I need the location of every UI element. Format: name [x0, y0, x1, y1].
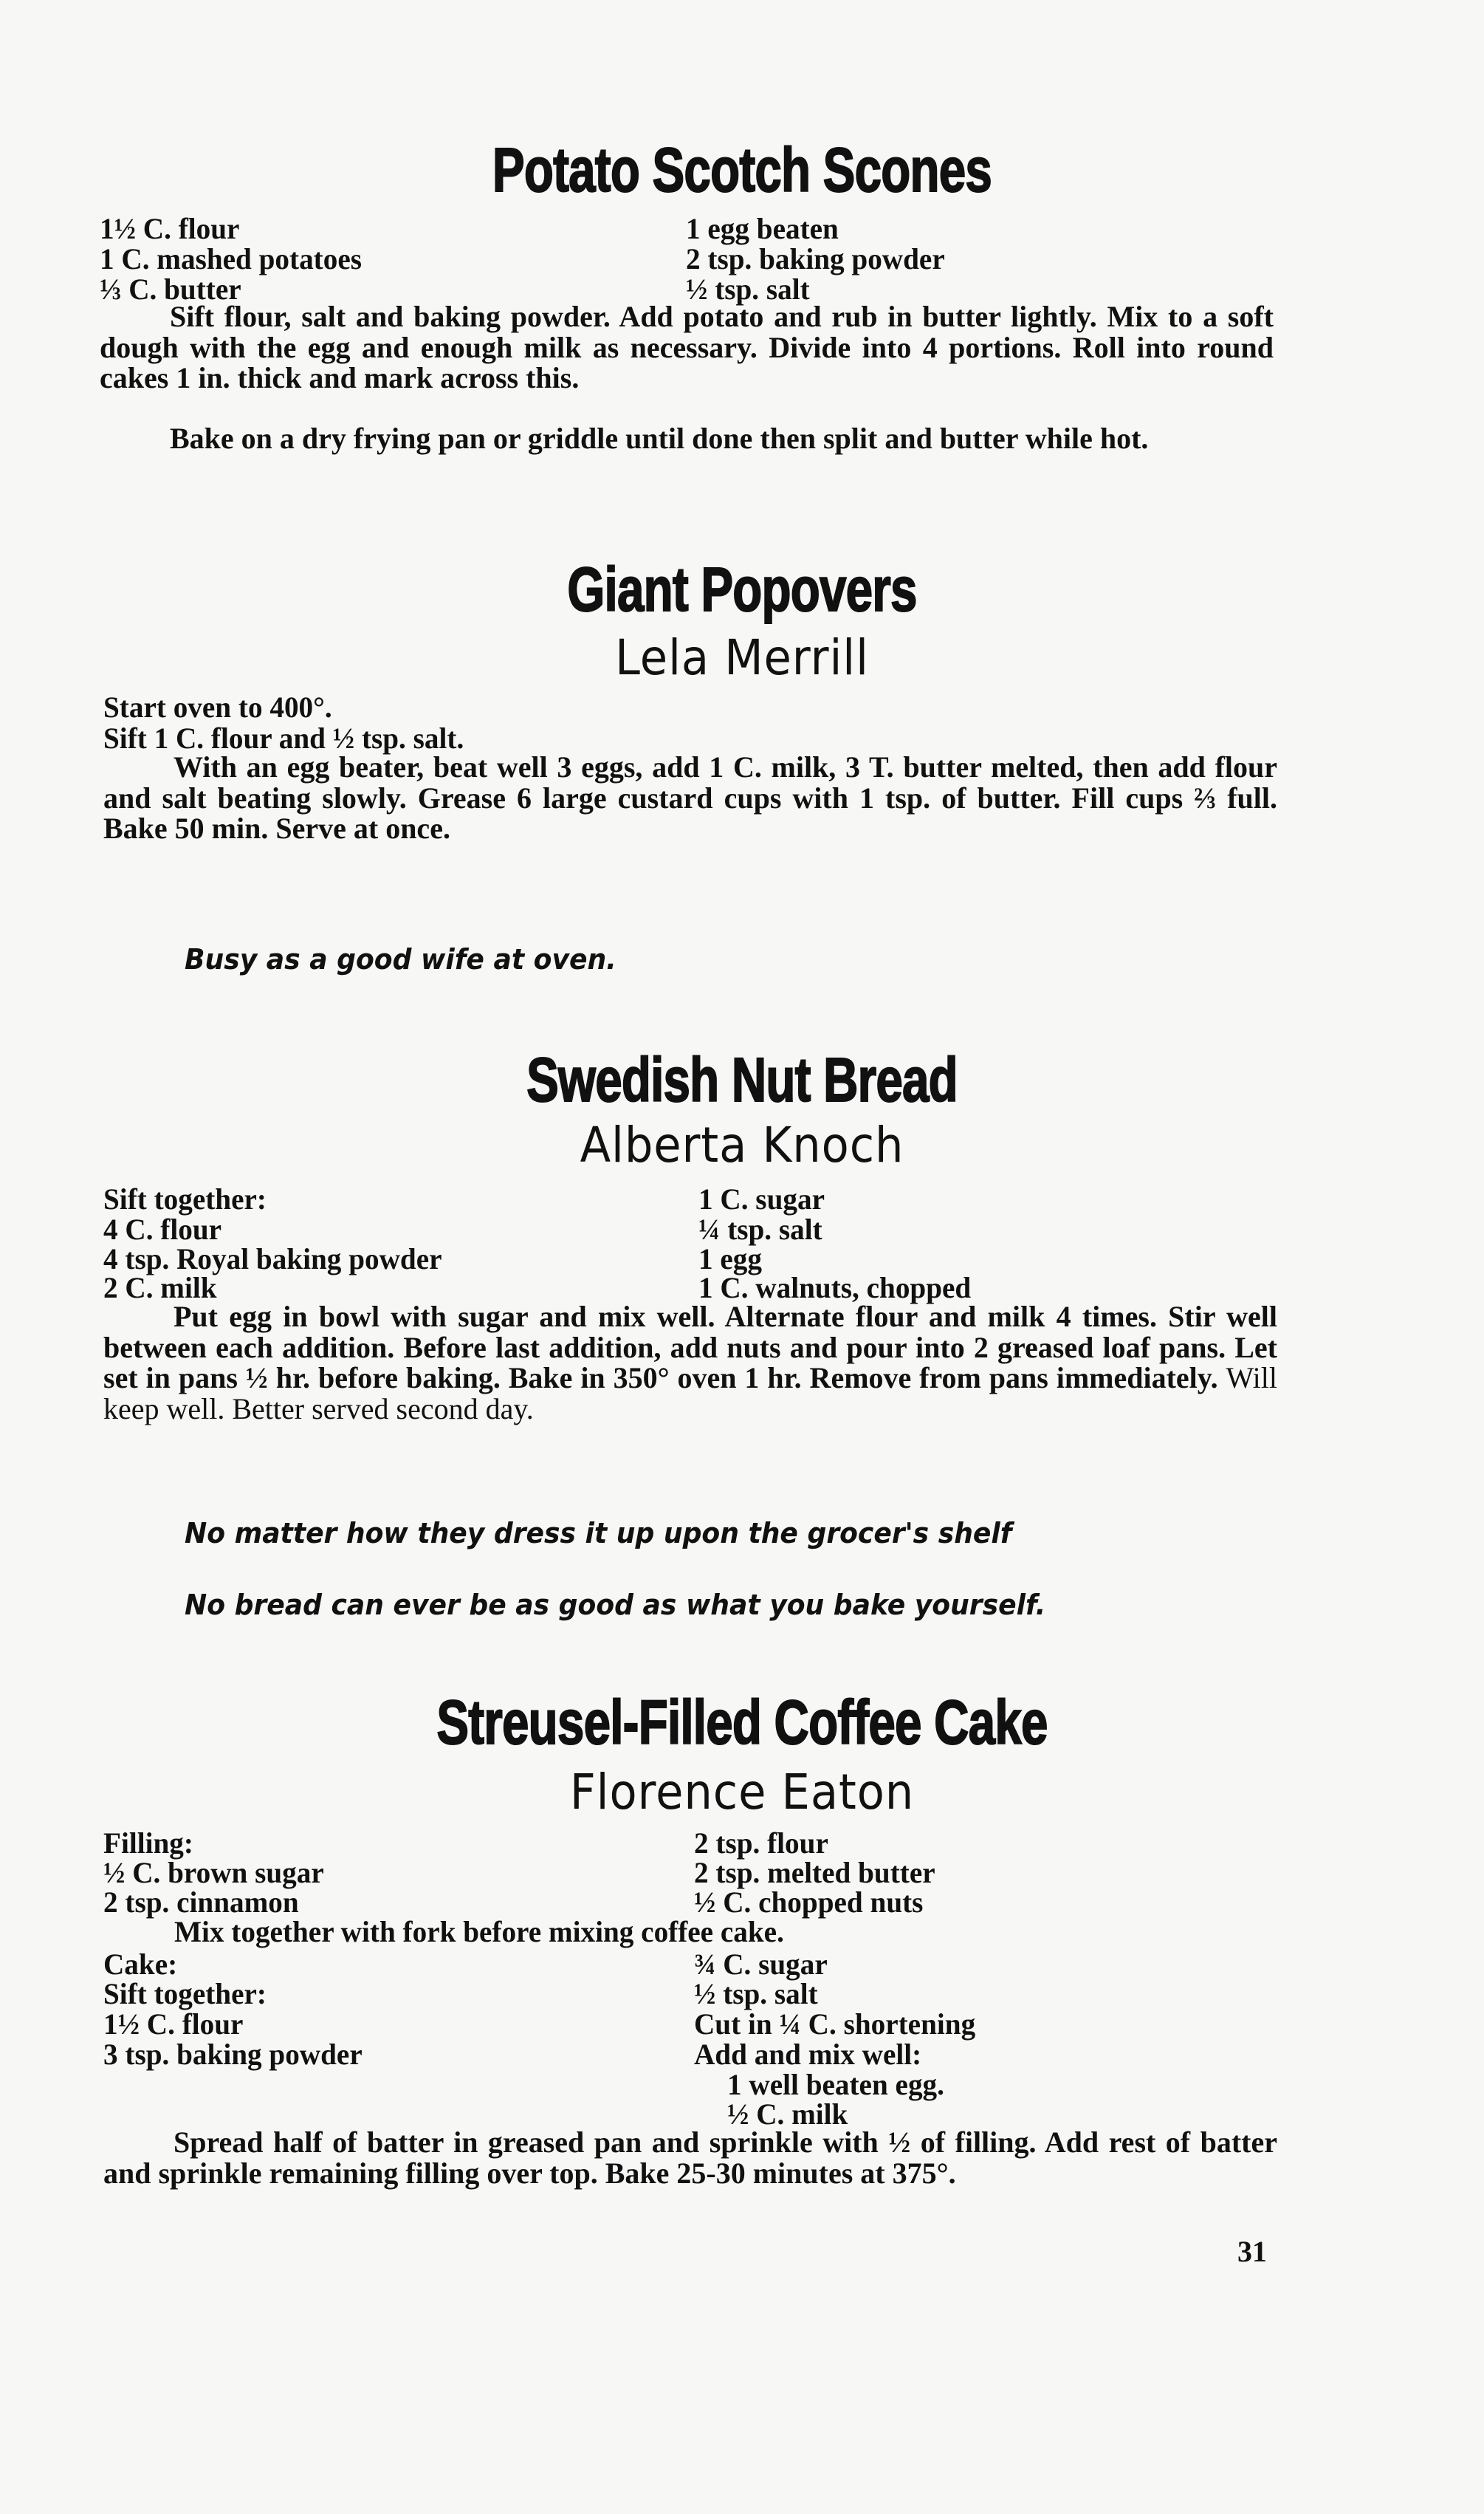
cake-ingredient: ½ tsp. salt: [694, 1977, 818, 2010]
recipe-title: Potato Scotch Scones: [492, 135, 992, 205]
instructions: [100, 301, 1274, 394]
filling-ingredient: ½ C. chopped nuts: [694, 1886, 924, 1919]
recipe-quote: Busy as a good wife at oven.: [185, 943, 616, 976]
cake-ingredient: 1 well beaten egg.: [727, 2068, 944, 2101]
page-number: 31: [1237, 2235, 1267, 2268]
ingredient: 1 C. sugar: [698, 1182, 825, 1216]
instruction-text: Sift flour, salt and baking powder. Add potato and rub in butter lightly. Mix to a soft dough with the egg and enough milk as necessary. Divide into 4 portions. Roll into round cakes 1 in. thick and mark across this.: [100, 300, 1274, 394]
filling-ingredient: 2 tsp. flour: [694, 1826, 828, 1860]
recipe-author: Florence Eaton: [569, 1764, 915, 1821]
filling-ingredient: 2 tsp. cinnamon: [103, 1886, 299, 1919]
ingredient: 1½ C. flour: [100, 212, 240, 245]
recipe-title: Giant Popovers: [567, 555, 917, 624]
cake-ingredient: Cut in ¼ C. shortening: [694, 2007, 976, 2041]
recipe-title: Streusel-Filled Coffee Cake: [436, 1688, 1048, 1757]
cake-ingredient: 1½ C. flour: [103, 2007, 244, 2041]
instruction-text: Put egg in bowl with sugar and mix well. Alternate flour and milk 4 times. Stir well between each addition. Before last addition, add nuts and pour into 2 greased loaf pans. Let set in pans ½ hr. before baking. Bake in 350° oven 1 hr. Remove from pans immediately.: [103, 1300, 1277, 1394]
ingredient: 1 egg: [698, 1242, 763, 1275]
step: Sift 1 C. flour and ½ tsp. salt.: [103, 722, 464, 755]
recipe-author: Lela Merrill: [615, 629, 869, 686]
recipe-title: Swedish Nut Bread: [526, 1045, 958, 1114]
ingredient: 2 C. milk: [103, 1271, 217, 1304]
ingredient: 4 C. flour: [103, 1213, 222, 1246]
ingredient: ⅓ C. butter: [100, 273, 241, 306]
instructions: [103, 2127, 1277, 2188]
cake-ingredient: Add and mix well:: [694, 2038, 922, 2071]
filling-note: Mix together with fork before mixing coffee cake.: [174, 1915, 784, 1948]
cake-ingredient: Sift together:: [103, 1977, 267, 2010]
step: Start oven to 400°.: [103, 691, 332, 724]
filling-ingredient: Filling:: [103, 1826, 193, 1860]
cake-ingredient: ¾ C. sugar: [694, 1948, 828, 1981]
ingredient: 4 tsp. Royal baking powder: [103, 1242, 442, 1275]
instructions: [100, 423, 1274, 454]
filling-ingredient: 2 tsp. melted butter: [694, 1856, 935, 1889]
instructions: [103, 752, 1277, 844]
ingredient: ¼ tsp. salt: [698, 1213, 822, 1246]
ingredient: 1 C. walnuts, chopped: [698, 1271, 972, 1304]
rhyme-line: No bread can ever be as good as what you bake yourself.: [185, 1589, 1046, 1621]
ingredient: 1 egg beaten: [686, 212, 839, 245]
filling-ingredient: ½ C. brown sugar: [103, 1856, 324, 1889]
ingredient: Sift together:: [103, 1182, 267, 1216]
instructions: [103, 1301, 1277, 1424]
ingredient: ½ tsp. salt: [686, 273, 810, 306]
instruction-text: Bake on a dry frying pan or griddle until done then split and butter while hot.: [170, 422, 1149, 455]
instruction-text: With an egg beater, beat well 3 eggs, add 1 C. milk, 3 T. butter melted, then add flour and salt beating slowly. Grease 6 large custard cups with 1 tsp. of butter. Fill cups ⅔ full. Bake 50 min. Serve at once.: [103, 750, 1277, 845]
cake-ingredient: ½ C. milk: [727, 2097, 848, 2131]
instruction-text: Spread half of batter in greased pan and sprinkle with ½ of filling. Add rest of batter and sprinkle remaining filling over top. Bake 25-30 minutes at 375°.: [103, 2126, 1277, 2190]
cake-ingredient: Cake:: [103, 1948, 178, 1981]
ingredient: 2 tsp. baking powder: [686, 242, 945, 275]
recipe-author: Alberta Knoch: [580, 1117, 904, 1174]
rhyme-line: No matter how they dress it up upon the grocer's shelf: [185, 1517, 1012, 1549]
cake-ingredient: 3 tsp. baking powder: [103, 2038, 363, 2071]
instruction-note: Will keep well. Better served second day.: [103, 1361, 1278, 1425]
ingredient: 1 C. mashed potatoes: [100, 242, 362, 275]
